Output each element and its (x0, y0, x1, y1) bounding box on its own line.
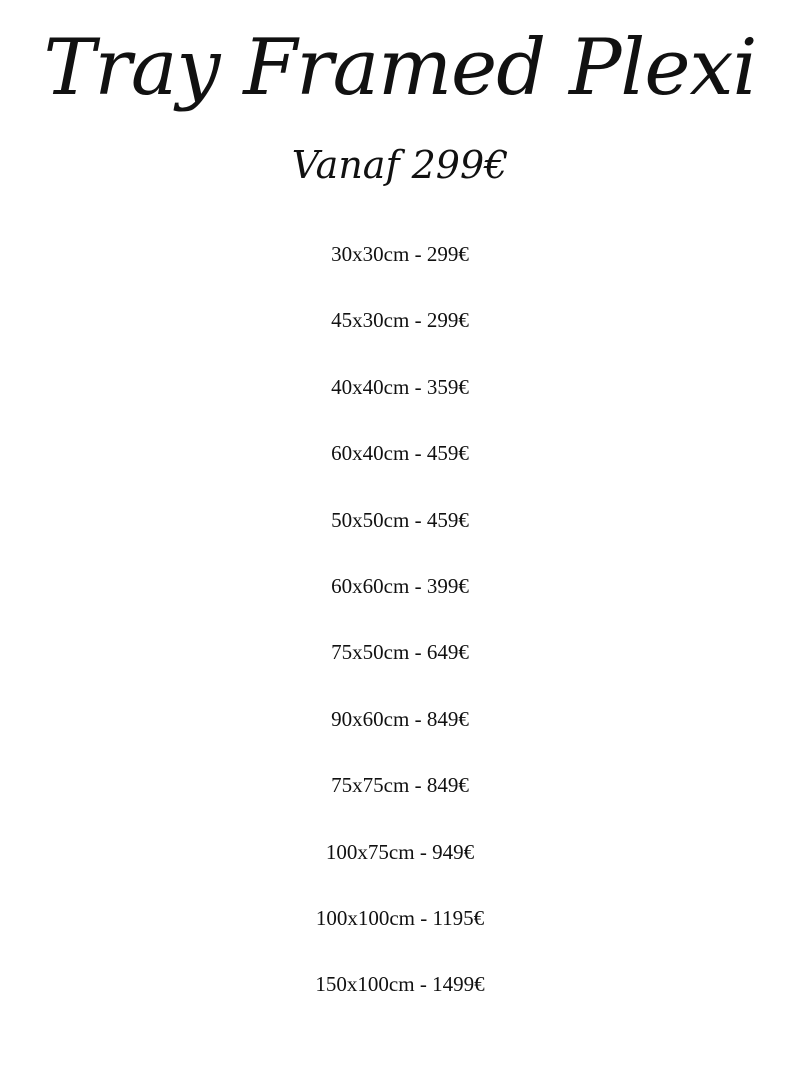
price-item: 100x75cm - 949€ (325, 839, 475, 864)
price-item: 45x30cm - 299€ (331, 308, 469, 333)
price-item: 40x40cm - 359€ (331, 374, 469, 399)
price-item: 75x50cm - 649€ (331, 640, 469, 665)
price-item: 50x50cm - 459€ (331, 507, 469, 532)
price-item: 60x60cm - 399€ (331, 573, 469, 598)
price-list (0, 232, 800, 1029)
price-item: 75x75cm - 849€ (331, 773, 469, 798)
price-item: 150x100cm - 1499€ (315, 972, 485, 997)
starting-price: Vanaf 299€ (291, 143, 509, 187)
price-item: 30x30cm - 299€ (331, 242, 469, 266)
price-item: 100x100cm - 1195€ (315, 905, 485, 930)
price-item: 90x60cm - 849€ (331, 706, 469, 731)
price-item: 60x40cm - 459€ (331, 441, 469, 466)
page-title: Tray Framed Plexi (43, 23, 757, 113)
